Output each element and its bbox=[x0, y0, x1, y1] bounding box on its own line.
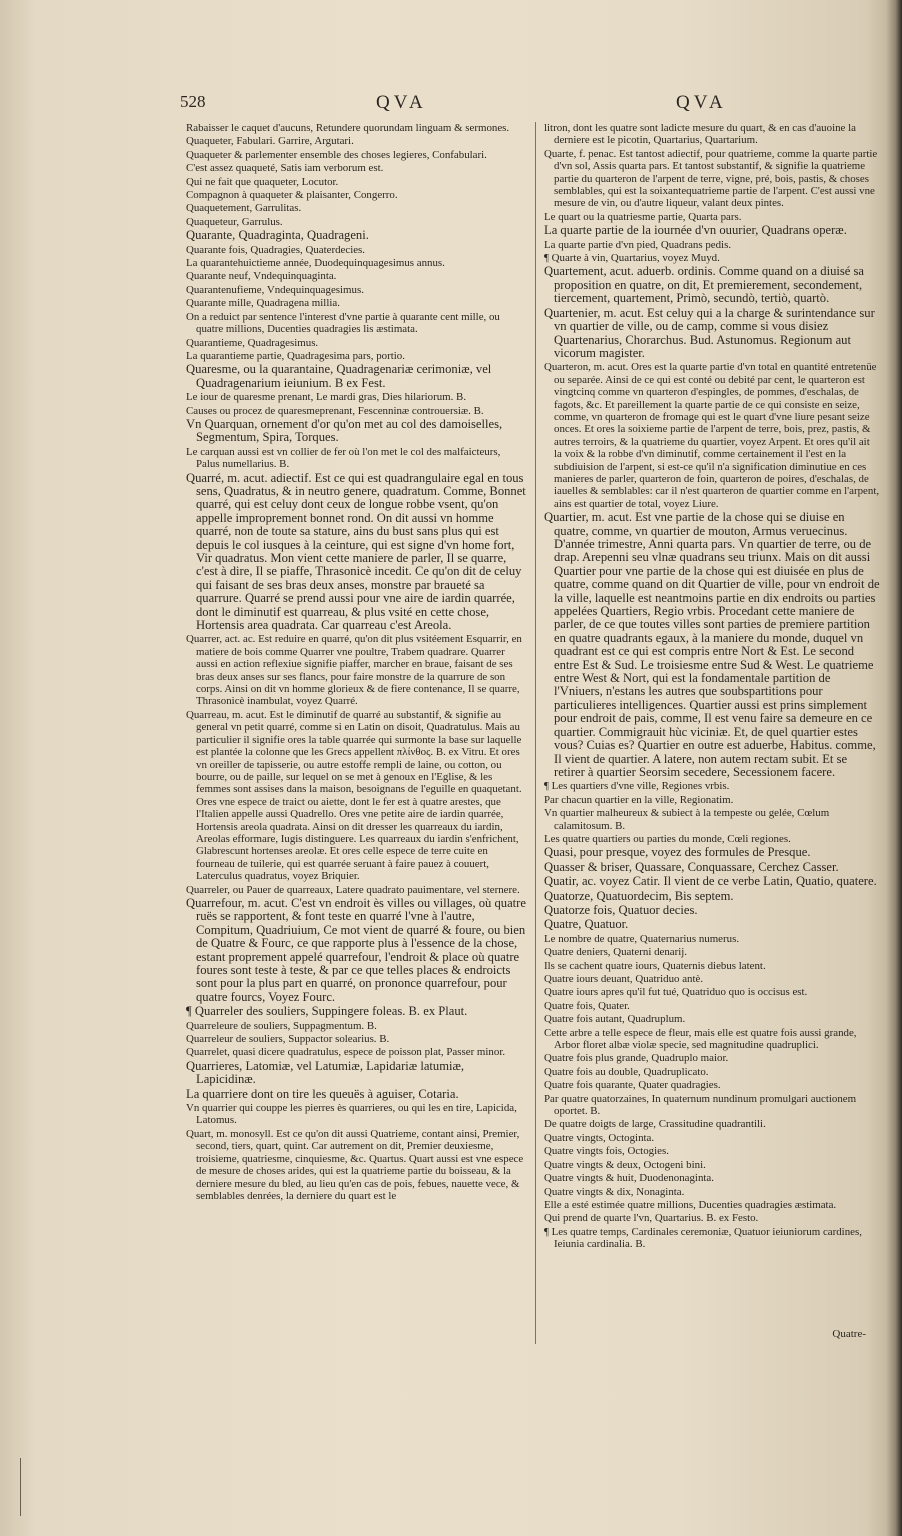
dictionary-entry: Quarteron, m. acut. Ores est la quarte partie d'vn total en quantité entretenüe ou separée. Ainsi de ce qui est conté ou debité par cent, le quarteron est vingtcinq comme vn quarteron d'espingles, de pommes, d'eschalas, de fagots, &c. Et pareillement la quarte partie de ce qui consiste en seize, comme, vn quarteron de fromage qui est le quart d'vne liure pesant seize onces. Et ores la soixieme partie de l'arpent de terre, bois, prez, pastis, & autres terroirs, & la quatrieme du quartier, voyez Arpent. Et ores qu'il ait la voix & la robbe d'vn diminutif, comme certainement il l'est en la subdiuision de l'arpent, si est-ce qu'il n'a signification diminutiue en ces manieres de parler, quarteron de foin, quarteron de poires, d'eschalas, de iauelles & semblables: car il n'est quarteron de quartier comme en l'arpent, ains est quartier de total, voyez Liure. bbox=[544, 361, 880, 510]
page-gutter-shadow bbox=[886, 0, 902, 1536]
dictionary-entry: Quatre fois, Quater. bbox=[544, 999, 630, 1012]
dictionary-entry: ¶ Les quartiers d'vne ville, Regiones vrbis. bbox=[544, 780, 730, 793]
dictionary-entry: Les quatre quartiers ou parties du monde, Cœli regiones. bbox=[544, 832, 791, 845]
dictionary-entry: De quatre doigts de large, Crassitudine quadrantili. bbox=[544, 1118, 766, 1131]
dictionary-entry: Vn quartier malheureux & subiect à la tempeste ou gelée, Cœlum calamitosum. B. bbox=[544, 807, 830, 832]
dictionary-entry: La quarte partie de la iournée d'vn ouurier, Quadrans operæ. bbox=[544, 223, 847, 238]
left-running-head: QVA bbox=[376, 92, 427, 113]
dictionary-entry: Quatre fois plus grande, Quadruplo maior. bbox=[544, 1052, 729, 1065]
dictionary-entry: Quartement, acut. aduerb. ordinis. Comme quand on a diuisé sa proposition en quatre, on dit, Et premierement, secondement, tiercement, quartement, Primò, secundò, tertiò, quartò. bbox=[544, 264, 865, 306]
dictionary-entry: Elle a esté estimée quatre millions, Ducenties quadragies æstimata. bbox=[544, 1198, 837, 1211]
right-running-head: QVA bbox=[676, 92, 727, 113]
dictionary-entry: Quatorze fois, Quatuor decies. bbox=[544, 902, 698, 917]
dictionary-entry: Quatre fois quarante, Quater quadragies. bbox=[544, 1079, 721, 1092]
dictionary-entry: La quarriere dont on tire les queuës à aguiser, Cotaria. bbox=[186, 1086, 459, 1101]
dictionary-entry: Causes ou procez de quaresmeprenant, Fescenninæ controuersiæ. B. bbox=[186, 404, 484, 417]
dictionary-entry: Quarreleur de souliers, Suppactor solearius. B. bbox=[186, 1033, 390, 1046]
dictionary-entry: La quarantehuictieme année, Duodequinquagesimus annus. bbox=[186, 257, 445, 270]
dictionary-entry: Quarantenufieme, Vndequinquagesimus. bbox=[186, 283, 364, 296]
dictionary-entry: Cette arbre a telle espece de fleur, mais elle est quatre fois aussi grande, Arbor floret albæ violæ specie, sed magnitudine quadruplici. bbox=[544, 1026, 857, 1052]
dictionary-entry: La quarte partie d'vn pied, Quadrans pedis. bbox=[544, 238, 732, 251]
dictionary-entry: Quatre vingts fois, Octogies. bbox=[544, 1145, 669, 1158]
dictionary-entry: Quarantieme, Quadragesimus. bbox=[186, 336, 319, 349]
dictionary-entry: Le nombre de quatre, Quaternarius numerus. bbox=[544, 932, 740, 945]
dictionary-entry: Quatre iours apres qu'il fut tué, Quatriduo quo is occisus est. bbox=[544, 986, 808, 999]
dictionary-entry: ¶ Quarte à vin, Quartarius, voyez Muyd. bbox=[544, 252, 720, 265]
right-column bbox=[544, 122, 880, 1358]
dictionary-entry: Quatir, ac. voyez Catir. Il vient de ce verbe Latin, Quatio, quatere. bbox=[544, 874, 877, 889]
dictionary-entry: Quatre, Quatuor. bbox=[544, 917, 629, 932]
dictionary-entry: Quarante fois, Quadragies, Quaterdecies. bbox=[186, 243, 366, 256]
dictionary-entry: Quarante neuf, Vndequinquaginta. bbox=[186, 270, 337, 283]
dictionary-entry: Vn Quarquan, ornement d'or qu'on met au col des damoiselles, Segmentum, Spira, Torques. bbox=[186, 416, 503, 445]
dictionary-entry: Quaresme, ou la quarantaine, Quadragenariæ cerimoniæ, vel Quadragenarium ieiunium. B ex Fest. bbox=[186, 362, 492, 390]
dictionary-entry: Quarreler, ou Pauer de quarreaux, Latere quadrato pauimentare, vel sternere. bbox=[186, 883, 520, 896]
dictionary-entry: Quarré, m. acut. adiectif. Est ce qui est quadrangulaire egal en tous sens, Quadratus, & in neutro genere, quadratum. Comme, Bonnet quarré, qui est celuy dont ceux de longue robbe vsent, qu'on appelle improprement bonnet rond. On dit aussi vn homme quarré, non de toute sa stature, ains du bust sans plus qui est depuis le col iusques à la ceinture, qui est signe d'vn home fort, Vir quadratus. Mon vient cette maniere de parler, Il se quarre, c'est à dire, Il se piaffe, Thrasonicè incedit. Ce qu'on dit de celuy qui faisant de ses bras deux anses, monstre par braueté sa quarrure. Quarré se prend aussi pour vne aire de iardin quarrée, dont le diminutif est quarreau, & plus vsité en cette chose, Hortensis area quadrata. Car quarreau c'est Areola. bbox=[186, 470, 526, 633]
dictionary-entry: Quarante mille, Quadragena millia. bbox=[186, 297, 340, 310]
dictionary-entry: Compagnon à quaqueter & plaisanter, Congerro. bbox=[186, 189, 398, 202]
page-number: 528 bbox=[180, 92, 206, 111]
dictionary-entry: Rabaisser le caquet d'aucuns, Retundere quorundam linguam & sermones. bbox=[186, 122, 510, 134]
running-header bbox=[180, 92, 860, 124]
dictionary-entry: Quarreleure de souliers, Suppagmentum. B. bbox=[186, 1019, 377, 1032]
dictionary-entry: Quarante, Quadraginta, Quadrageni. bbox=[186, 228, 369, 243]
column-divider bbox=[535, 122, 536, 1344]
dictionary-entry: Par chacun quartier en la ville, Regionatim. bbox=[544, 793, 734, 806]
dictionary-entry: Quatre vingts, Octoginta. bbox=[544, 1131, 655, 1144]
dictionary-entry: litron, dont les quatre sont ladicte mesure du quart, & en cas d'auoine la derniere est le picotin, Quartarius, Quartarium. bbox=[544, 122, 856, 147]
dictionary-entry: Quatorze, Quatuordecim, Bis septem. bbox=[544, 888, 734, 903]
dictionary-entry: Quatre vingts & deux, Octogeni bini. bbox=[544, 1158, 706, 1171]
dictionary-entry: Quartenier, m. acut. Est celuy qui a la charge & surintendance sur vn quartier de ville, ou de camp, comme si vous disiez Quartenarius, Chorarchus. Bud. Astunomus. Regionum aut vicorum magister. bbox=[544, 305, 875, 360]
dictionary-entry: Le carquan aussi est vn collier de fer où l'on met le col des malfaicteurs, Palus numellarius. B. bbox=[186, 445, 501, 471]
margin-mark bbox=[20, 1458, 29, 1516]
dictionary-entry: Quarrefour, m. acut. C'est vn endroit ès villes ou villages, où quatre ruës se rapportent, & font teste en quarré l'vne à l'autre, Compitum, Quadriuium, Ce mot vient de quarré & foure, ou bien de Quatre & Fourc, ce que rapporte plus à l'essence de la chose, estant proprement appelé quarrefour, l'endroit & place où quatre foures sont teste à teste, & par ce que telles places & endroicts sont pour la plus part en quarré, on prononce quarrefour, pour quatre fourcs, Voyez Fourc. bbox=[186, 895, 526, 1004]
dictionary-entry: La quarantieme partie, Quadragesima pars, portio. bbox=[186, 349, 405, 362]
catchword: Quatre- bbox=[832, 1328, 866, 1340]
dictionary-entry: Qui ne fait que quaqueter, Locutor. bbox=[186, 175, 339, 188]
dictionary-entry: Quartier, m. acut. Est vne partie de la chose qui se diuise en quatre, comme, vn quartier de mouton, Armus veruecinus. D'année trimestre, Anni quarta pars. Vn quartier de terre, ou de drap. Arepenni seu vlnæ quadrans seu triunx. Mais on dit aussi Quartier pour vne partie de la chose qui est diuisée en plus de quatre, comme quand on dit Quartier de ville, pour vn endroit de la ville, laquelle est neantmoins partie en dix endroits ou parties appelées Quartiers, Regio vrbis. Procedant cette maniere de parler, de ce que toutes villes sont parties de premiere partition en quatre quadrants egaux, à la maniere du monde, duquel vn quadrant est ce qui est compris entre Nort & Est. Le second entre Est & Sud. Le troisiesme entre Sud & West. Le quatrieme entre West & Nort, qui est la fondamentale partition de l'Vniuers, n'estans les autres que soubspartitions pour particulieres intelligences. Quartier aussi est prins simplement pour endroit de pais, comme, Il est venu faire sa demeure en ce quartier. Commigrauit hùc viciniæ. Et, de quel quartier estes vous? Cuias es? Quartier en outre est aduerbe, Habitus. comme, Il vient de quartier. A latere, non autem rectam subit. Et se retirer à quartier Seorsim secedere, Secessionem facere. bbox=[544, 510, 880, 779]
dictionary-entry: Ils se cachent quatre iours, Quaternis diebus latent. bbox=[544, 959, 766, 972]
dictionary-entry: Quaqueteur, Garrulus. bbox=[186, 215, 283, 228]
dictionary-entry: Quatre fois au double, Quadruplicato. bbox=[544, 1065, 709, 1078]
dictionary-entry: Quarrer, act. ac. Est reduire en quarré, qu'on dit plus vsitéement Esquarrir, en matiere de bois comme Quarrer vne poultre, Trabem quadrare. Quarrer aussi en action reflexiue signifie piaffer, marcher en braue, faisant de ses bras deux anses sur ses flancs, pour faire monstre de la quarrure de son corps. Ainsi on dit vn homme glorieux & de fiere contenance, Il se quarre, Thrasonicè inambulat, voyez Quarré. bbox=[186, 633, 522, 708]
dictionary-entry: Vn quarrier qui couppe les pierres ès quarrieres, ou qui les en tire, Lapicida, Latomus. bbox=[186, 1102, 517, 1127]
dictionary-entry: Quart, m. monosyll. Est ce qu'on dit aussi Quatrieme, contant ainsi, Premier, second, tiers, quart, quint. Car autrement on dit, Premier deuxiesme, troisieme, quatriesme, cinquiesme, &c. Quartus. Quart aussi est vne espece de mesure de choses arides, qui est la quatrieme partie du boisseau, & la derniere mesure du bled, au lieu qu'en cas de pois, febues, nauette vece, & semblables denrées, la derniere du quart est le bbox=[186, 1127, 524, 1202]
dictionary-entry: Par quatre quatorzaines, In quaternum nundinum promulgari auctionem oportet. B. bbox=[544, 1092, 857, 1118]
dictionary-entry: On a reduict par sentence l'interest d'vne partie à quarante cent mille, ou quatre millions, Ducenties quadragies lis æstimata. bbox=[186, 310, 500, 336]
dictionary-entry: Le iour de quaresme prenant, Le mardi gras, Dies hilariorum. B. bbox=[186, 391, 467, 404]
dictionary-entry: Quatre fois autant, Quadruplum. bbox=[544, 1013, 686, 1026]
dictionary-entry: Quatre vingts & dix, Nonaginta. bbox=[544, 1185, 685, 1198]
dictionary-entry: Quatre iours deuant, Quatriduo antè. bbox=[544, 973, 704, 985]
dictionary-entry: Quarte, f. penac. Est tantost adiectif, pour quatrieme, comme la quarte partie d'vn sol, Assis quarta pars. Et tantost substantif, & signifie la quatrieme partie du quarteron de l'arpent de terre, vigne, pré, bois, pastis, & choses semblables, qui est la soixantequatrieme partie de l'arpent. C'est aussi vne mesure de vin, ou d'autre liqueur, valant deux pintes. bbox=[544, 147, 878, 210]
dictionary-entry: Quasser & briser, Quassare, Conquassare, Cerchez Casser. bbox=[544, 859, 839, 874]
dictionary-entry: Quarreau, m. acut. Est le diminutif de quarré au substantif, & signifie au general vn petit quarré, comme si en Latin on disoit, Quadratulus. Mais au particulier il signifie ores la table quarrée qui surmonte la base sur laquelle est plantée la colonne que les Grecs appellent πλίνθος. B. ex Vitru. Et ores vn oreiller de tapisserie, ou autre estoffe rempli de laine, ou cotton, ou bourre, ou de paille, sur lequel on se met à genoux en l'Eglise, & les femmes sont assises dans la maison, besoignans de l'eguille en quaquetant. Ores vne espece de traict ou aiette, dont le fer est à quatre arestes, que l'Italien appelle aussi Quadrello. Ores vne petite aire de iardin quarrée, Hortensis areola quadrata. Ainsi on dit dresser les quarreaux du iardin, Areolas efformare, Iugis distinguere. Les quarreaux du iardin s'enfrichent, Glabrescunt hortenses areolæ. Et ores celle espece de terre cuite en fourneau de tuilerie, qui est quarrée seruant à faire pauez à couuert, Laterculus quadratus, voyez Briquier. bbox=[186, 708, 522, 883]
left-column bbox=[186, 122, 526, 1358]
dictionary-entry: Quaqueter, Fabulari. Garrire, Argutari. bbox=[186, 135, 354, 148]
dictionary-entry: Qui prend de quarte l'vn, Quartarius. B. ex Festo. bbox=[544, 1212, 759, 1225]
dictionary-entry: C'est assez quaqueté, Satis iam verborum est. bbox=[186, 162, 384, 175]
dictionary-entry: ¶ Les quatre temps, Cardinales ceremoniæ, Quatuor ieiuniorum cardines, Ieiunia cardinalia. B. bbox=[544, 1225, 862, 1251]
dictionary-entry: Quatre deniers, Quaterni denarij. bbox=[544, 946, 688, 959]
dictionary-entry: Quarrelet, quasi dicere quadratulus, espece de poisson plat, Passer minor. bbox=[186, 1046, 506, 1059]
dictionary-entry: Le quart ou la quatriesme partie, Quarta pars. bbox=[544, 210, 742, 223]
dictionary-entry: Quarrieres, Latomiæ, vel Latumiæ, Lapidariæ latumiæ, Lapicidinæ. bbox=[186, 1058, 465, 1087]
dictionary-entry: ¶ Quarreler des souliers, Suppingere foleas. B. ex Plaut. bbox=[186, 1004, 468, 1019]
dictionary-entry: Quaquetement, Garrulitas. bbox=[186, 202, 302, 215]
dictionary-entry: Quasi, pour presque, voyez des formules de Presque. bbox=[544, 845, 811, 860]
dictionary-entry: Quaqueter & parlementer ensemble des choses legieres, Confabulari. bbox=[186, 148, 487, 161]
dictionary-entry: Quatre vingts & huit, Duodenonaginta. bbox=[544, 1172, 714, 1185]
